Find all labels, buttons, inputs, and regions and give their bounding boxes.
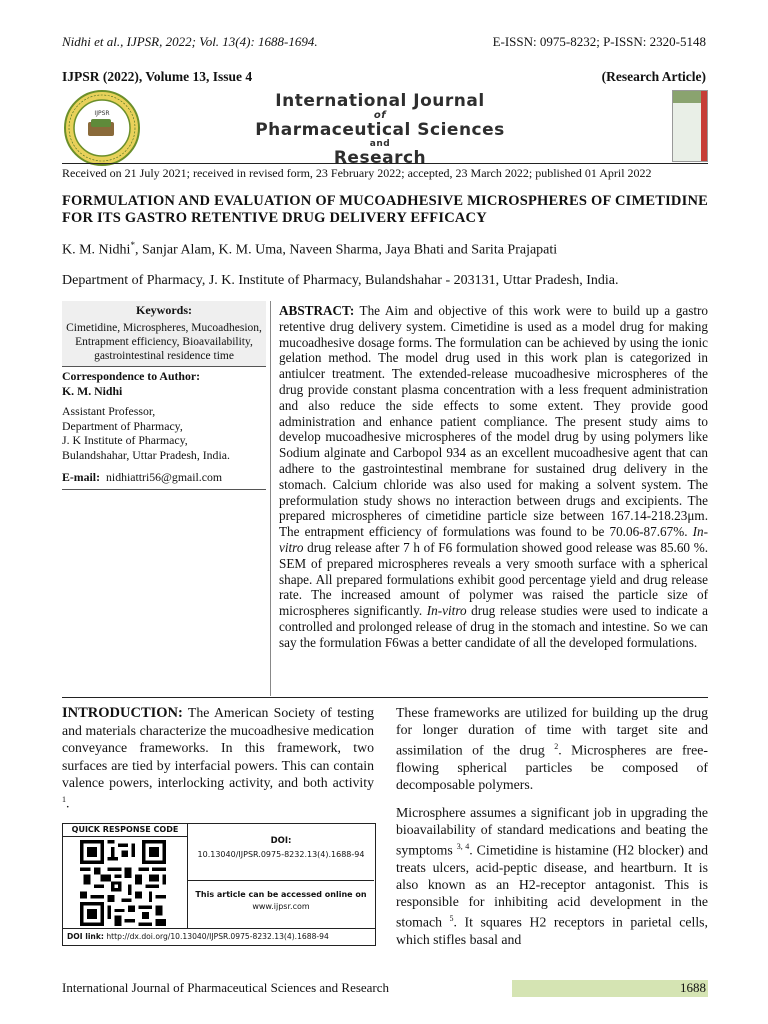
article-type-label: (Research Article) [601,69,706,84]
correspondence-block [62,369,266,490]
masthead-line-3: Pharmaceutical Sciences [255,120,505,140]
doi-label: DOI: [270,836,292,846]
correspondence-position: Assistant Professor, [62,404,156,418]
paragraph-microsphere-text: Microsphere assumes a significant job in upgrading the bioavailability of standard medications and beating the symptoms [396,804,708,858]
access-label: This article can be accessed online on [195,890,367,899]
correspondence-divider [62,489,266,490]
issue-label: IJPSR (2022), Volume 13, Issue 4 [62,69,253,84]
footer-page-band [512,980,708,997]
doi-link-row [63,928,375,944]
article-info-panel [62,301,266,490]
paragraph-microsphere [396,804,708,949]
doi-link[interactable]: http://dx.doi.org/10.13040/IJPSR.0975-8232.13(4).1688-94 [103,932,329,941]
corresponding-mark: * [130,240,135,250]
doi-link-label: DOI link: [67,932,104,941]
corresponding-author: K. M. Nidhi [62,242,131,258]
qr-info-box [62,823,376,946]
correspondence-city: Bulandshahar, Uttar Pradesh, India. [62,447,230,462]
masthead-line-1: International Journal [275,91,485,111]
citation-ref-2: 2 [554,742,559,752]
abstract [279,303,708,651]
footer-journal-name: International Journal of Pharmaceutical Sciences and Research [62,980,390,995]
paragraph-microsphere-rest: . It squares H2 receptors in parietal cells, which stifles basal and [396,915,708,948]
svg-text:IJPSR: IJPSR [94,110,110,117]
abstract-label: ABSTRACT: [279,303,355,318]
received-dates: Received on 21 July 2021; received in revised form, 23 February 2022; accepted, 23 March 2022; published 01 April 2022 [62,166,652,180]
affiliation: Department of Pharmacy, J. K. Institute of Pharmacy, Bulandshahar - 203131, Uttar Pradesh, India. [62,273,619,288]
keywords-divider [62,366,266,367]
cover-spine [701,91,707,161]
email-label: E-mail: [62,470,101,484]
keywords-text: Cimetidine, Microspheres, Mucoadhesion, Entrapment efficiency, Bioavailability, gastrointestinal residence time [66,322,262,362]
correspondence-heading: Correspondence to Author: [62,369,201,383]
right-column-text [396,704,708,958]
header-divider [62,163,708,164]
paragraph-frameworks-rest: . Microspheres are free-flowing spherical particles be composed of decomposable polymers. [396,743,708,793]
citation-ref-3-4: 3, 4 [456,842,470,852]
doi-value: 10.13040/IJPSR.0975-8232.13(4).1688-94 [197,850,365,859]
running-header-citation: Nidhi et al., IJPSR, 2022; Vol. 13(4): 1688-1694. [62,34,318,49]
qr-code-image[interactable] [77,840,169,926]
masthead-line-4: and [369,139,391,149]
introduction-label: INTRODUCTION: [62,705,183,721]
correspondence-address [62,404,266,462]
article-title: FORMULATION AND EVALUATION OF MUCOADHESIVE MICROSPHERES OF CIMETIDINE FOR ITS GASTRO RETENTIVE DRUG DELIVERY EFFICACY [62,193,708,226]
running-header-issn: E-ISSN: 0975-8232; P-ISSN: 2320-5148 [492,34,706,49]
paragraph-frameworks [396,704,708,794]
author-list [62,240,557,259]
abstract-italic-2: In-vitro [426,603,467,619]
correspondence-name: K. M. Nidhi [62,383,123,398]
journal-masthead [200,93,560,167]
qr-header: QUICK RESPONSE CODE [63,824,188,837]
correspondence-institute: J. K Institute of Pharmacy, [62,433,188,447]
paragraph-frameworks-text: These frameworks are utilized for building up the drug for longer duration of time with target site and assimilation of the drug [396,705,708,758]
introduction-end: . [66,795,70,811]
abstract-bottom-divider [62,697,708,698]
introduction-paragraph [62,704,374,812]
access-cell [188,881,374,928]
masthead-line-5: Research [333,148,427,168]
correspondence-dept: Department of Pharmacy, [62,418,183,433]
doi-cell [188,824,374,881]
correspondence-email-row [62,470,266,485]
abstract-text-2: drug release after 7 h of F6 formulation showed good release was 85.60 %. SEM of prepared microspheres reveals a very smooth surface with a spherical shape. All prepared formulations exhibit good percentage yield and drug release rate. The increased amount of polymer was raised the particle size of microspheres significantly. [279,539,708,619]
keywords-box [62,301,266,366]
access-url[interactable]: www.ijpsr.com [252,902,310,911]
email-address[interactable]: nidhiattri56@gmail.com [106,470,223,484]
journal-seal-logo [64,90,140,166]
abstract-divider [270,301,271,696]
journal-cover-thumbnail [672,90,708,162]
paragraph-microsphere-mid: . Cimetidine is histamine (H2 blocker) and treats ulcers, acid-peptic disease, and heartburn. It is also known as an H2-receptor antagonist. This is responsible for inhibiting acid development in the stomach [396,842,708,931]
abstract-text-3: drug release studies were used to indicate a controlled and prolonged release of drug in the stomach and intestine. So we can say the formulation F6was a better candidate of all the developed formulations. [279,603,708,650]
citation-ref-5: 5 [449,914,454,924]
keywords-heading: Keywords: [136,303,192,317]
co-authors: , Sanjar Alam, K. M. Uma, Naveen Sharma, Jaya Bhati and Sarita Prajapati [134,242,558,258]
introduction-text: The American Society of testing and materials characterize the mucoadhesive medication conveyance frameworks. In this framework, two surfaces are tied by interfacial powers. This can contain valence powers, interlocking activity, and both activity [62,705,374,790]
abstract-text-1: The Aim and objective of this work were to build up a gastro retentive drug delivery system. Cimetidine is used as a model drug for making mucoadhesive dosage forms. The formulation can be achieved by using the ionic gelation method. The model drug used in this work plan is categorized in antiulcer treatment. The extended-release mucoadhesive microspheres of the drug provide constant plasma concentration with a less frequent administration and also reduce the side effects to some extent. They provide good administration and enhance patient compliance. The present study aims to develop mucoadhesive microspheres of the model drug by using polymers like Sodium alginate and Carbopol 934 as an excellent mucoadhesive agent that can adhere to the gastrointestinal membrane for sustained drug delivery in the stomach. Calcium chloride was also used for making a solvent system. The preformulation study shows no interaction between drugs and excipients. The prepared microspheres of cimetidine particle size between 167.14-218.23μm. The entrapment efficiency of formulations was found to be 70.06-87.67%. [279,303,708,540]
masthead-line-2: of [373,110,387,121]
abstract-italic-1: In-vitro [279,524,708,555]
citation-ref-1: 1 [62,795,66,805]
page-number: 1688 [680,980,706,995]
